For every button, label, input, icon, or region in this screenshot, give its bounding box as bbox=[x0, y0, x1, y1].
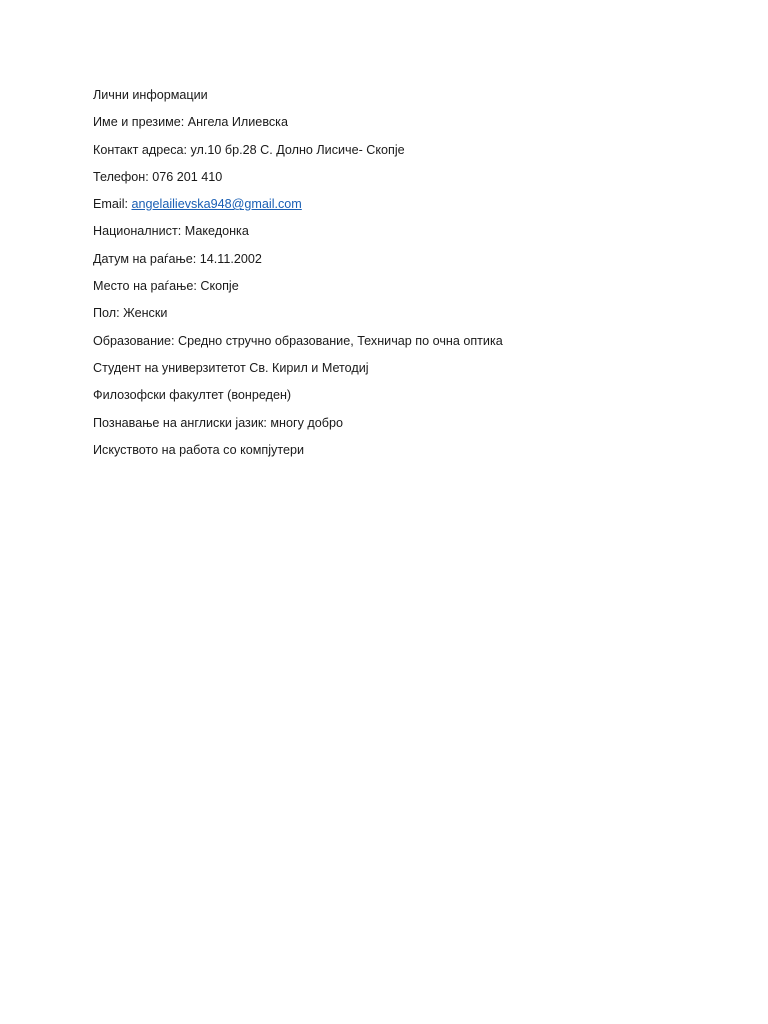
email-line bbox=[93, 195, 713, 213]
birth-place-line: Место на раѓање: Скопје bbox=[93, 279, 239, 294]
phone-line: Телефон: 076 201 410 bbox=[93, 169, 223, 184]
education-line: Образование: Средно стручно образование, Техничар по очна оптика bbox=[93, 333, 503, 348]
email-label: Email: bbox=[93, 197, 132, 212]
faculty-line: Филозофски факултет (вонреден) bbox=[93, 388, 292, 403]
gender-line: Пол: Женски bbox=[93, 306, 168, 321]
document-body bbox=[93, 86, 713, 468]
computer-experience-line: Искуството на работа со компјутери bbox=[93, 442, 305, 457]
address-line: Контакт адреса: ул.10 бр.28 С. Долно Лисиче- Скопје bbox=[93, 142, 405, 157]
nationality-line: Националнист: Македонка bbox=[93, 224, 249, 239]
full-name-line: Име и презиме: Ангела Илиевска bbox=[93, 115, 288, 130]
university-line: Студент на универзитетот Св. Кирил и Методиј bbox=[93, 360, 369, 375]
birth-date-line: Датум на раѓање: 14.11.2002 bbox=[93, 251, 262, 266]
email-link[interactable]: angelailievska948@gmail.com bbox=[131, 197, 302, 212]
section-heading: Лични информации bbox=[93, 88, 208, 102]
english-skill-line: Познавање на англиски јазик: многу добро bbox=[93, 415, 343, 430]
